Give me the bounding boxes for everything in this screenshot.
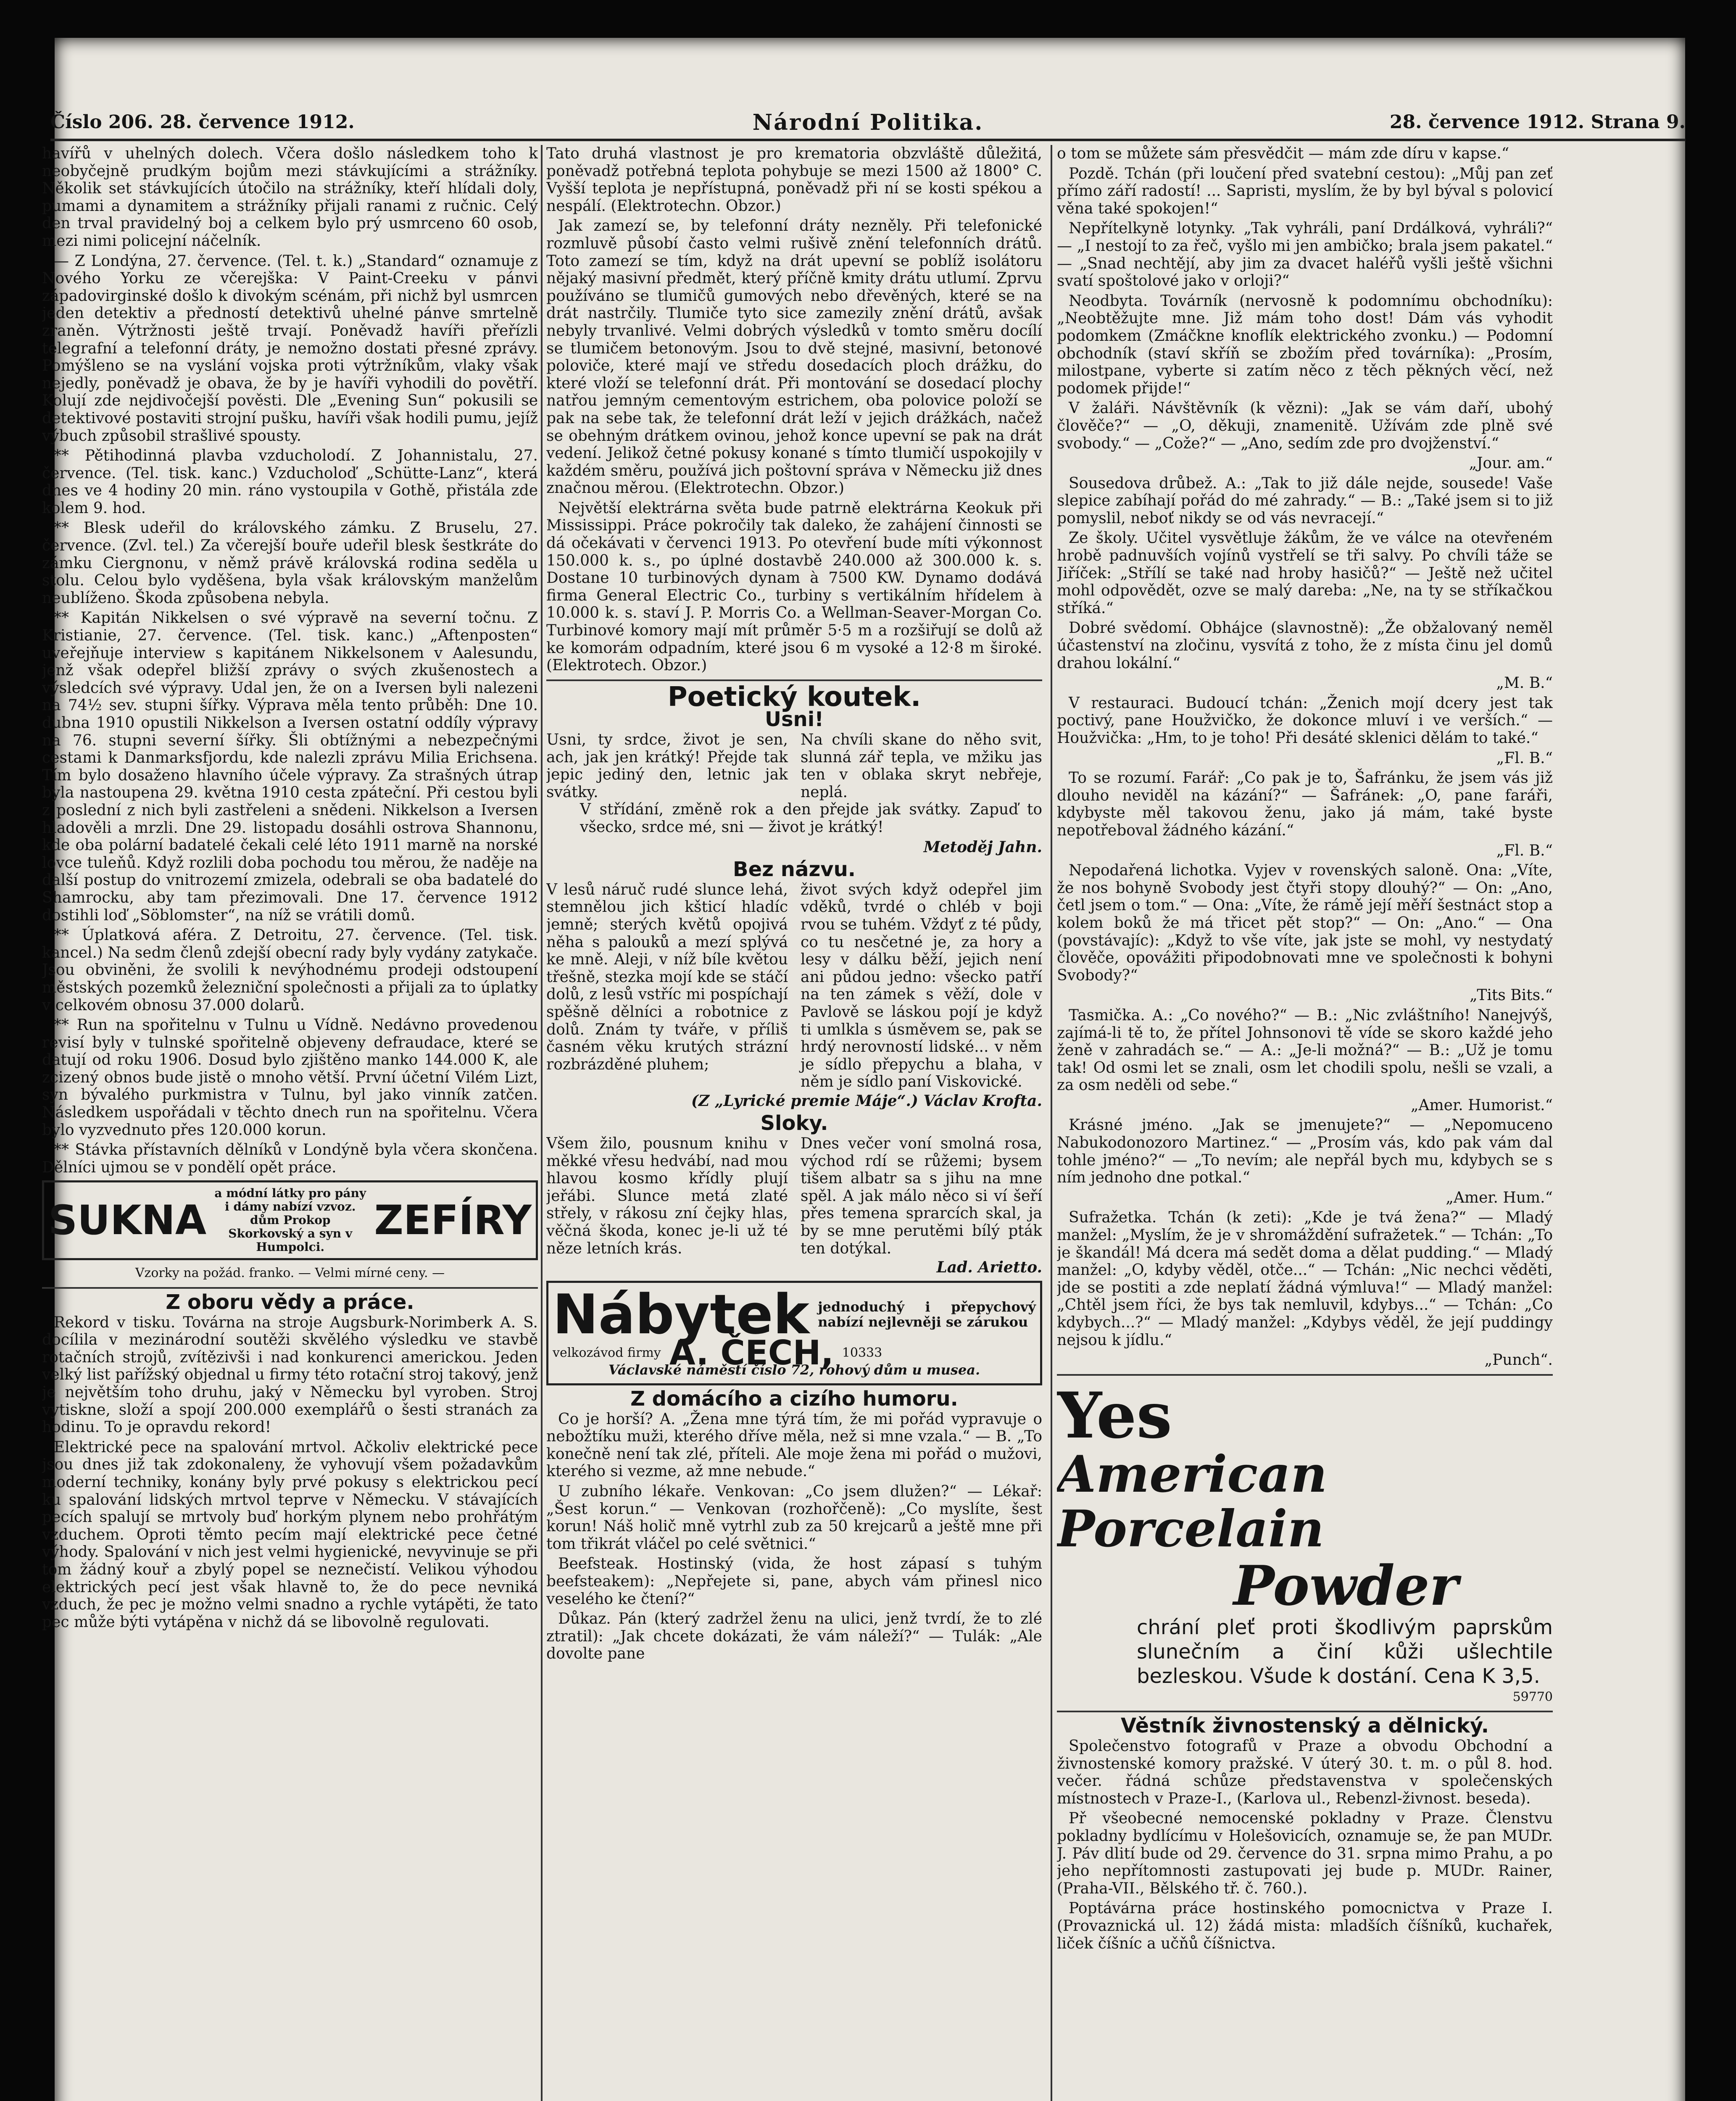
ad-number: 10333: [842, 1345, 882, 1360]
article-paragraph: Krásné jméno. „Jak se jmenujete?“ — „Nepomuceno Nabukodonozoro Martinez.“ — „Prosím vás, kdo pak vám dal tohle jméno?“ — „To nevím; ale nepřál bych mu, kdybych se s ním jednoho dne potkal.“: [1057, 1116, 1553, 1187]
article-paragraph: Rekord v tisku. Továrna na stroje Augsburk-Norimberk A. S. docílila v mezinárodní soutěži skvělého výsledku ve stavbě rotačních strojů, zvítězivši i nad konkurenci americkou. Jeden velký list pařížský objednal u firmy této rotační stroj takový, jenž je největším toho druhu, jaký v Německu byl vyroben. Stroj vytiskne, složí a spojí 200.000 exemplářů o šesti stranách za hodinu. To je opravdu rekord!: [42, 1314, 538, 1436]
source-note: „Amer. Humorist.“: [1410, 1096, 1553, 1114]
article-paragraph: Jak zamezí se, by telefonní dráty nezněly. Při telefonické rozmluvě působí často velmi rušivě znění telefonních drátů. Toto zamezí se tím, když na drát upevní se poblíž isolátoru nějaký masivní předmět, který příčně kmity drátu utlumí. Zprvu používáno se tlumičů gumových nebo dřevěných, které se na drát nastrčily. Tlumiče tyto sice zamezily znění drátů, avšak nebyly trvanlivé. Velmi dobrých výsledků v tomto směru docílí se tlumičem betonovým. Jsou to dvě stejné, masivní, betonové poloviče, které mají ve středu dosedacích ploch drážku, do které vloží se telefonní drát. Při montování se dosedací plochy natřou jemným cementovým estrichem, oba polovice položí se pak na sebe tak, že telefonní drát leží v jejich drážkách, načež se obehným drátkem ovinou, jehož konce upevní se pak na drát vedení. Jelikož četné pokusy konané s tímto tlumičí uspokojily v každém směru, používá jich poštovní správa v Německu již dnes značnou měrou. (Elektrotechn. Obzor.): [546, 217, 1042, 497]
masthead-title: Národní Politika.: [752, 110, 984, 135]
poem-text: Dnes večer voní smolná rosa, východ rdí se růžemi; bysem tišem albatr sa s jihu na mne spěl. A jak málo něco si ví šeří přes temena sprarcích skal, ja by se mne perutěmi bílý pták ten dotýkal.: [801, 1135, 1042, 1257]
article-paragraph: Největší elektrárna světa bude patrně elektrárna Keokuk při Mississippi. Práce pokročily tak daleko, že zahájení činnosti se dá očekávati v červenci 1913. Po otevření bude míti výkonnost 150.000 k. s., po úplné dostavbě 240.000 až 300.000 k. s. Dostane 10 turbinových dynam à 7500 KW. Dynamo dodává firma General Electric Co., turbiny s vertikálním hřídelem à 10.000 k. s. staví J. P. Morris Co. a Wellman-Seaver-Morgan Co. Turbinové komory mají mít průměr 5·5 m a rozšiřují se dolů až ke komorám odpadním, které jsou 6 m vysoké a 12·8 m široké. (Elektrotech. Obzor.): [546, 499, 1042, 674]
article-paragraph: Společenstvo fotografů v Praze a obvodu Obchodní a živnostenské komory pražské. V úterý 30. t. m. o půl 8. hod. večer. řádná schůze představenstva v společenských místnostech v Praze-I., (Karlova ul., Rebenzl-živnost. beseda).: [1057, 1737, 1553, 1807]
poem-block: [546, 881, 1042, 1091]
ad-product: Powder: [1233, 1553, 1458, 1618]
article-paragraph: Tasmička. A.: „Co nového?“ — B.: „Nic zvláštního! Nanejvýš, zajímá-li tě to, že přítel Johnsonovi tě víde se skoro každé jeho ženě v zahradách se.“ — A.: „Je-li možná?“ — B.: „Už je tomu tak! Od osmi let se znali, osm let chodili spolu, nešli se vzali, a za osm neděli od sebe.“: [1057, 1006, 1553, 1094]
poem-title: Usni!: [764, 708, 824, 732]
advertisement-powder: [1057, 1378, 1553, 1706]
article-paragraph: V restauraci. Budoucí tchán: „Ženich mojí dcery jest tak poctivý, pane Houžvičko, že dokonce mluví i ve verších.“ — Houžvička: „Hm, to je toho! Při desáté sklenici dělám to také.“: [1057, 694, 1553, 747]
article-paragraph: — Z Londýna, 27. července. (Tel. t. k.) „Standard“ oznamuje z Nového Yorku ze včerejška: V Paint-Creeku v pánvi západovirginské došlo k divokým scénám, při nichž byl usmrcen jeden detektiv a předností detektivů uhelné pánve smrtelně zraněn. Výtržnosti ještě trvají. Poněvadž havíři přeřízli telegrafní a telefonní dráty, je nemožno dostati přesné zprávy. Pomýšleno se na vyslání vojska proti výtržníkům, vlaky však nejedly, poněvadž je obava, že by je havíři vyhodili do povětří. Kolují zde nejdivočejší pověsti. Dle „Evening Sun“ pokusili se detektivové postaviti strojní pušku, havíři však hodili pumu, jejíž výbuch způsobil strašlivé spousty.: [42, 252, 538, 445]
poem-block: [546, 1135, 1042, 1257]
article-paragraph: ** Úplatková aféra. Z Detroitu, 27. července. (Tel. tisk. kancel.) Na sedm členů zdejší obecní rady byly vydány zatykače. Jsou obviněni, že svolili k nevýhodnému prodeji odstoupení městských pozemků železniční společnosti a přijali za to úplatky v celkovém obnosu 37.000 dolarů.: [42, 927, 538, 1014]
source-note: „Fl. B.“: [1496, 842, 1553, 859]
article-paragraph: Tato druhá vlastnost je pro krematoria obzvláště důležitá, poněvadž potřebná teplota pohybuje se mezi 1500 až 1800° C. Vyšší teplota je nepřístupná, poněvadž při ní se kosti spékou a nespálí. (Elektrotechn. Obzor.): [546, 145, 1042, 215]
advertisement-nabytek: [546, 1281, 1042, 1385]
ad-title: Nábytek: [553, 1282, 810, 1346]
column-divider: [1051, 145, 1052, 2101]
section-rule: [546, 679, 1042, 681]
article-paragraph: Neodbyta. Továrník (nervosně k podomnímu obchodníku): „Neobtěžujte mne. Již mám toho dost! Dám vás vyhodit podomkem (Zmáčkne knoflík elektrického zvonku.) — Podomní obchodník (staví skříň se zbožím před továrníka): „Prosím, milostpane, vyberte si zatím něco z těch pěkných věcí, než podomek přijde!“: [1057, 292, 1553, 397]
page-header: [50, 107, 1686, 137]
poem-author: (Z „Lyrické premie Máje“.) Václav Krofta.: [691, 1092, 1042, 1110]
article-paragraph: To se rozumí. Farář: „Co pak je to, Šafránku, že jsem vás již dlouho neviděl na kázání?“ — Šafránek: „O, pane faráři, kdybyste měl takovou ženu, jako já mám, také byste nepotřeboval žádného kázání.“: [1057, 769, 1553, 839]
section-title: Z oboru vědy a práce.: [166, 1290, 414, 1314]
header-rule: [50, 139, 1686, 141]
article-paragraph: ** Stávka přístavních dělníků v Londýně byla včera skončena. Dělníci ujmou se v pondělí opět práce.: [42, 1141, 538, 1176]
ad-firm-name: A. ČECH,: [669, 1333, 834, 1372]
ad-number: 59770: [1512, 1689, 1553, 1704]
source-note: „Punch“.: [1484, 1351, 1553, 1369]
poem-title: Bez názvu.: [733, 858, 856, 882]
article-paragraph: havířů v uhelných dolech. Včera došlo následkem toho k neobyčejně prudkým bojům mezi stávkujícími a strážníky. Několik set stávkujících útočilo na strážníky, kteří hlídali doly, pumami a dynamitem a strážníky přijali ranami z ručnic. Celý den trval pravidelný boj a celkem bylo prý usmrceno 60 osob, mezi nimi policejní náčelník.: [42, 145, 538, 250]
poem-text: život svých když odepřel jim vděků, tvrdé o chléb v boji rvou se tuhém. Vždyť z té půdy, co tu nesčetné je, za hory a lesy v dálku běží, jejich není ani půdou jedno: všecko patří na ten zámek s věží, dole v Pavlově se láskou pojí je když ti umlkla s úsměvem se, pak se hrdý nerovností lidské... v něm je sídlo přepychu a blaha, v něm je sídlo paní Viskovické.: [801, 881, 1042, 1091]
source-note: „Tits Bits.“: [1469, 987, 1553, 1004]
poem-text: V střídání, změně rok a den přejde jak svátky. Zapuď to všecko, srdce mé, sni — život je krátký!: [580, 801, 1042, 836]
article-paragraph: ** Run na spořitelnu v Tulnu u Vídně. Nedávno provedenou revisí byly v tulnské spořitelně objeveny defraudace, které se datují od roku 1906. Dosud bylo zjištěno manko 144.000 K, ale zcizený obnos bude jistě o mnoho větší. První účetní Vilém Lizt, syn bývalého purkmistra v Tulnu, byl jako vinník zatčen. Následkem uspořádali v těchto dnech run na spořitelnu. Včera bylo vyzvednuto přes 120.000 korun.: [42, 1016, 538, 1139]
poem-block: [546, 731, 1042, 801]
article-paragraph: U zubního lékaře. Venkovan: „Co jsem dlužen?“ — Lékař: „Šest korun.“ — Venkovan (rozhořčeně): „Co myslíte, šest korun! Náš holič mně vytrhl zub za 50 krejcarů a ještě mne při tom třikrát vláčel po celé světnici.“: [546, 1482, 1042, 1553]
section-rule: [1057, 1374, 1553, 1376]
source-note: „Amer. Hum.“: [1446, 1189, 1553, 1206]
poem-title: Sloky.: [760, 1111, 828, 1135]
section-title: Z domácího a cizího humoru.: [630, 1387, 958, 1411]
advertisement-sukna: [42, 1180, 538, 1260]
ad-title-right: ZEFÍRY: [374, 1196, 532, 1244]
column-divider: [541, 145, 543, 2101]
ad-firm-label: velkozávod firmy: [553, 1345, 661, 1360]
article-paragraph: Nepřítelkyně lotynky. „Tak vyhráli, paní Drdálková, vyhráli?“ — „I nestojí to za řeč, vyšlo mi jen ambičko; brala jsem pakatel.“ — „Snad nechtějí, aby jim za dvacet haléřů vyšli ještě všichni svatí spoštolové jako v orloji?“: [1057, 220, 1553, 290]
ad-text: jednoduchý i přepychový nabízí nejlevněji se zárukou: [818, 1298, 1036, 1330]
section-rule: [1057, 1711, 1553, 1712]
poem-text: Usni, ty srdce, život je sen, ach, jak jen krátký! Přejde tak jepic jediný den, letnic jak svátky.: [546, 731, 788, 801]
poem-text: V lesů náruč rudé slunce lehá, stemnělou jich kšticí hladíc jemně; sterých květů opojivá něha s palouků a mezí splývá ke mně. Aleji, v níž bíle květou třešně, stezka mojí kde se stáčí dolů, z lesů vstříc mi pospíchají spěšně dělníci a robotnice z dolů. Znám ty tváře, v příliš časném věku krutých strázní rozbrázděné pluhem;: [546, 881, 788, 1073]
article-paragraph: Důkaz. Pán (který zadržel ženu na ulici, jenž tvrdí, že to zlé ztratil): „Jak chcete dokázati, že vám náleží?“ — Tulák: „Ale dovolte pane: [546, 1610, 1042, 1663]
article-paragraph: Pozdě. Tchán (při loučení před svatební cestou): „Můj pan zeť přímo září radostí! ... Sapristi, myslím, že by byl býval s polovicí věna také spokojen!“: [1057, 165, 1553, 217]
column-1: [42, 145, 538, 2101]
column-2: [546, 145, 1042, 2101]
section-title: Věstník živnostenský a dělnický.: [1121, 1714, 1489, 1738]
column-3: [1057, 145, 1553, 2101]
article-paragraph: Nepodařená lichotka. Vyjev v rovenských saloně. Ona: „Víte, že nos bohyně Svobody jest čtyři stopy dlouhý?“ — On: „Ano, četl jsem o tom.“ — Ona: „Víte, že rámě její měří šestnáct stop a kolem boků že má třicet pět stop?“ — On: „Ano.“ — Ona (povstávajíc): „Když to vše víte, jak jste se mohl, vy nestydatý člověče, opovážiti připodobnovati mne ve společnosti k bohyni Svobody?“: [1057, 862, 1553, 984]
article-paragraph: V žaláři. Návštěvník (k vězni): „Jak se vám daří, ubohý člověče?“ — „O, děkuji, znamenitě. Užívám zde plně své svobody.“ — „Cože?“ — „Ano, sedím zde pro dvojženství.“: [1057, 400, 1553, 452]
page-number: 28. července 1912. Strana 9.: [1389, 111, 1686, 133]
source-note: „Jour. am.“: [1469, 455, 1553, 472]
ad-yes: Yes: [1057, 1378, 1172, 1453]
article-paragraph: Sufražetka. Tchán (k zeti): „Kde je tvá žena?“ — Mladý manžel: „Myslím, že je v shromáždění sufražetek.“ — Tchán: „To je škandál! Má dcera má sedět doma a dělat pudding.“ — Mladý manžel: „O, kdyby věděl, otče...“ — Tchán: „Nic nechci věděti, jde se postiti a zde neplatí žádná výmluva!“ — Mladý manžel: „Chtěl jsem říci, že bys tak nemluvil, kdybys...“ — Tchán: „Co kdybych...?“ — Mladý manžel: „Kdybys věděl, že její puddingy nejsou k jídlu.“: [1057, 1209, 1553, 1349]
article-paragraph: Co je horší? A. „Žena mne týrá tím, že mi pořád vypravuje o nebožtíku muži, kterého dříve měla, než si mne vzala.“ — B. „To konečně není tak zlé, příteli. Ale moje žena mi pořád o mužovi, kterého si vezme, až mne nebude.“: [546, 1410, 1042, 1480]
source-note: „M. B.“: [1496, 674, 1553, 692]
ad-text: a módní látky pro pány i dámy nabízí vzvoz. dům Prokop Skorkovský a syn v Humpolci.: [214, 1186, 366, 1254]
ad-brand: American Porcelain: [1057, 1444, 1328, 1559]
article-paragraph: ** Blesk udeřil do královského zámku. Z Bruselu, 27. července. (Zvl. tel.) Za včerejší bouře udeřil blesk šestkráte do zámku Ciergnonu, v němž právě královská rodina seděla u stolu. Celou bylo vyděšena, byla však královským manželům neublíženo. Škoda způsobena nebyla.: [42, 519, 538, 607]
ad-title-left: SUKNA: [48, 1196, 207, 1244]
poem-author: Lad. Arietto.: [936, 1258, 1042, 1277]
article-paragraph: Elektrické pece na spalování mrtvol. Ačkoliv elektrické pece jsou dnes již tak zdokonaleny, že vyhovují všem požadavkům moderní techniky, konány byly prvé pokusy s elektrickou pecí ku spalování lidských mrtvol teprve v Německu. V stávajících pecích spalují se mrtvoly buď horkým plynem nebo prohřátým vzduchem. Oproti těmto pecím mají elektrické pece četné výhody. Spalování v nich jest velmi hygienické, nevyvinuje se při tom žádný kouř a zbylý popel se neznečistí. Velikou výhodou elektrických pecí jest však hlavně to, že do pece nevniká vzduch, že pec je možno velmi snadno a rychle vytápěti, že tato pec může býti vytápěna v nichž dá se libovolně regulovati.: [42, 1438, 538, 1631]
article-paragraph: Ze školy. Učitel vysvětluje žákům, že ve válce na otevřeném hrobě padnuvších vojínů vystřelí se tři salvy. Po chvíli táže se Jiříček: „Střílí se také nad hroby hasičů?“ — Ještě než učitel mohl odpovědět, ozve se malý dareba: „Ne, na ty se stříkačkou stříká.“: [1057, 529, 1553, 617]
article-paragraph: Př všeobecné nemocenské pokladny v Praze. Členstvu pokladny bydlícímu v Holešovicích, oznamuje se, že pan MUDr. J. Páv dlití bude od 29. července do 31. srpna mimo Prahu, a po jeho nepřítomnosti zastupovati jej bude p. MUDr. Rainer, (Praha-VII., Bělského tř. č. 760.).: [1057, 1810, 1553, 1897]
ad-address: Václavské náměstí číslo 72, rohový dům u musea.: [608, 1362, 980, 1378]
ad-text: chrání pleť proti škodlivým paprskům slunečním a činí kůži ušlechtile bezleskou. Všude k dostání. Cena K 3,5.: [1137, 1615, 1553, 1688]
section-title: Poetický koutek.: [667, 681, 921, 713]
section-rule: [42, 1287, 538, 1289]
article-paragraph: Poptávárna práce hostinského pomocnictva v Praze I. (Provaznická ul. 12) žádá mista: mladších číšníků, kuchařek, liček číšníc a učňů číšnictva.: [1057, 1900, 1553, 1952]
article-paragraph: Dobré svědomí. Obhájce (slavnostně): „Že obžalovaný neměl účastenství na zločinu, vysvítá z toho, že z místa činu jel domů drahou lokální.“: [1057, 619, 1553, 672]
article-paragraph: ** Kapitán Nikkelsen o své výpravě na severní točnu. Z Kristianie, 27. července. (Tel. tisk. kanc.) „Aftenposten“ uveřejňuje interview s kapitánem Nikkelsonem v Aalesundu, jenž však odepřel bližší zprávy o svých zkušenostech a výsledcích své výpravy. Udal jen, že on a Iversen byli nalezeni na 74½ sev. stupni šířky. Výprava měla tento průběh: Dne 10. dubna 1910 opustili Nikkelson a Iversen ostatní oddíly výpravy na 76. stupni severní šířky. Šli obtížnými a nebezpečnými cestami k Danmarksfjordu, kde nalezli zprávu Milia Erichsena. Tím bylo dosaženo hlavního účele výpravy. Za strašných útrap byla nastoupena 29. května 1910 cesta zpáteční. Při cestou byli z poslední z nich byli zastřeleni a snědeni. Nikkelson a Iversen hladověli a mrzli. Dne 29. listopadu dosáhli ostrova Shannonu, kde oba polární badatelé čekali celé léto 1911 marně na norské lovce tuleňů. Když rozlili doba pochodu tou měrou, že naděje na další postup do vnitrozemí zmizela, odebrali se oba badatelé do Shamrocku, aby tam přezimovali. Dne 17. července 1912 dostihli loď „Söblomster“, na níž se vrátili domů.: [42, 609, 538, 924]
poem-author: Metoděj Jahn.: [923, 838, 1042, 856]
poem-text: Všem žilo, pousnum knihu v měkké vřesu hedvábí, nad mou hlavou kosmo křídly plují jeřábi. Slunce metá zlaté střely, v rákosu zní čejky hlas, věčná škoda, konec je-li už té něze letních krás.: [546, 1135, 788, 1257]
article-paragraph: o tom se můžete sám přesvědčit — mám zde díru v kapse.“: [1057, 145, 1509, 162]
poem-text: Na chvíli skane do něho svit, slunná zář tepla, ve mžiku jas ten v oblaka skryt nebřeje, neplá.: [801, 731, 1042, 801]
issue-info: Číslo 206. 28. července 1912.: [50, 111, 355, 133]
article-paragraph: Sousedova drůbež. A.: „Tak to již dále nejde, sousede! Vaše slepice zabíhají pořád do mé zahrady.“ — B.: „Také jsem si to již pomyslil, neboť nikdy se od vás nevracejí.“: [1057, 474, 1553, 527]
source-note: „Fl. B.“: [1496, 749, 1553, 767]
article-paragraph: Beefsteak. Hostinský (vida, že host zápasí s tuhým beefsteakem): „Nepřejete si, pane, abych vám přinesl nico veselého ke čtení?“: [546, 1555, 1042, 1608]
article-paragraph: ** Pětihodinná plavba vzducholodí. Z Johannistalu, 27. července. (Tel. tisk. kanc.) Vzducholoď „Schütte-Lanz“, která dnes ve 4 hodiny 20 min. ráno vystoupila v Gothě, přistála zde kolem 9. hod.: [42, 447, 538, 517]
ad-subtext: Vzorky na požád. franko. — Velmi mírné ceny. —: [135, 1266, 445, 1281]
